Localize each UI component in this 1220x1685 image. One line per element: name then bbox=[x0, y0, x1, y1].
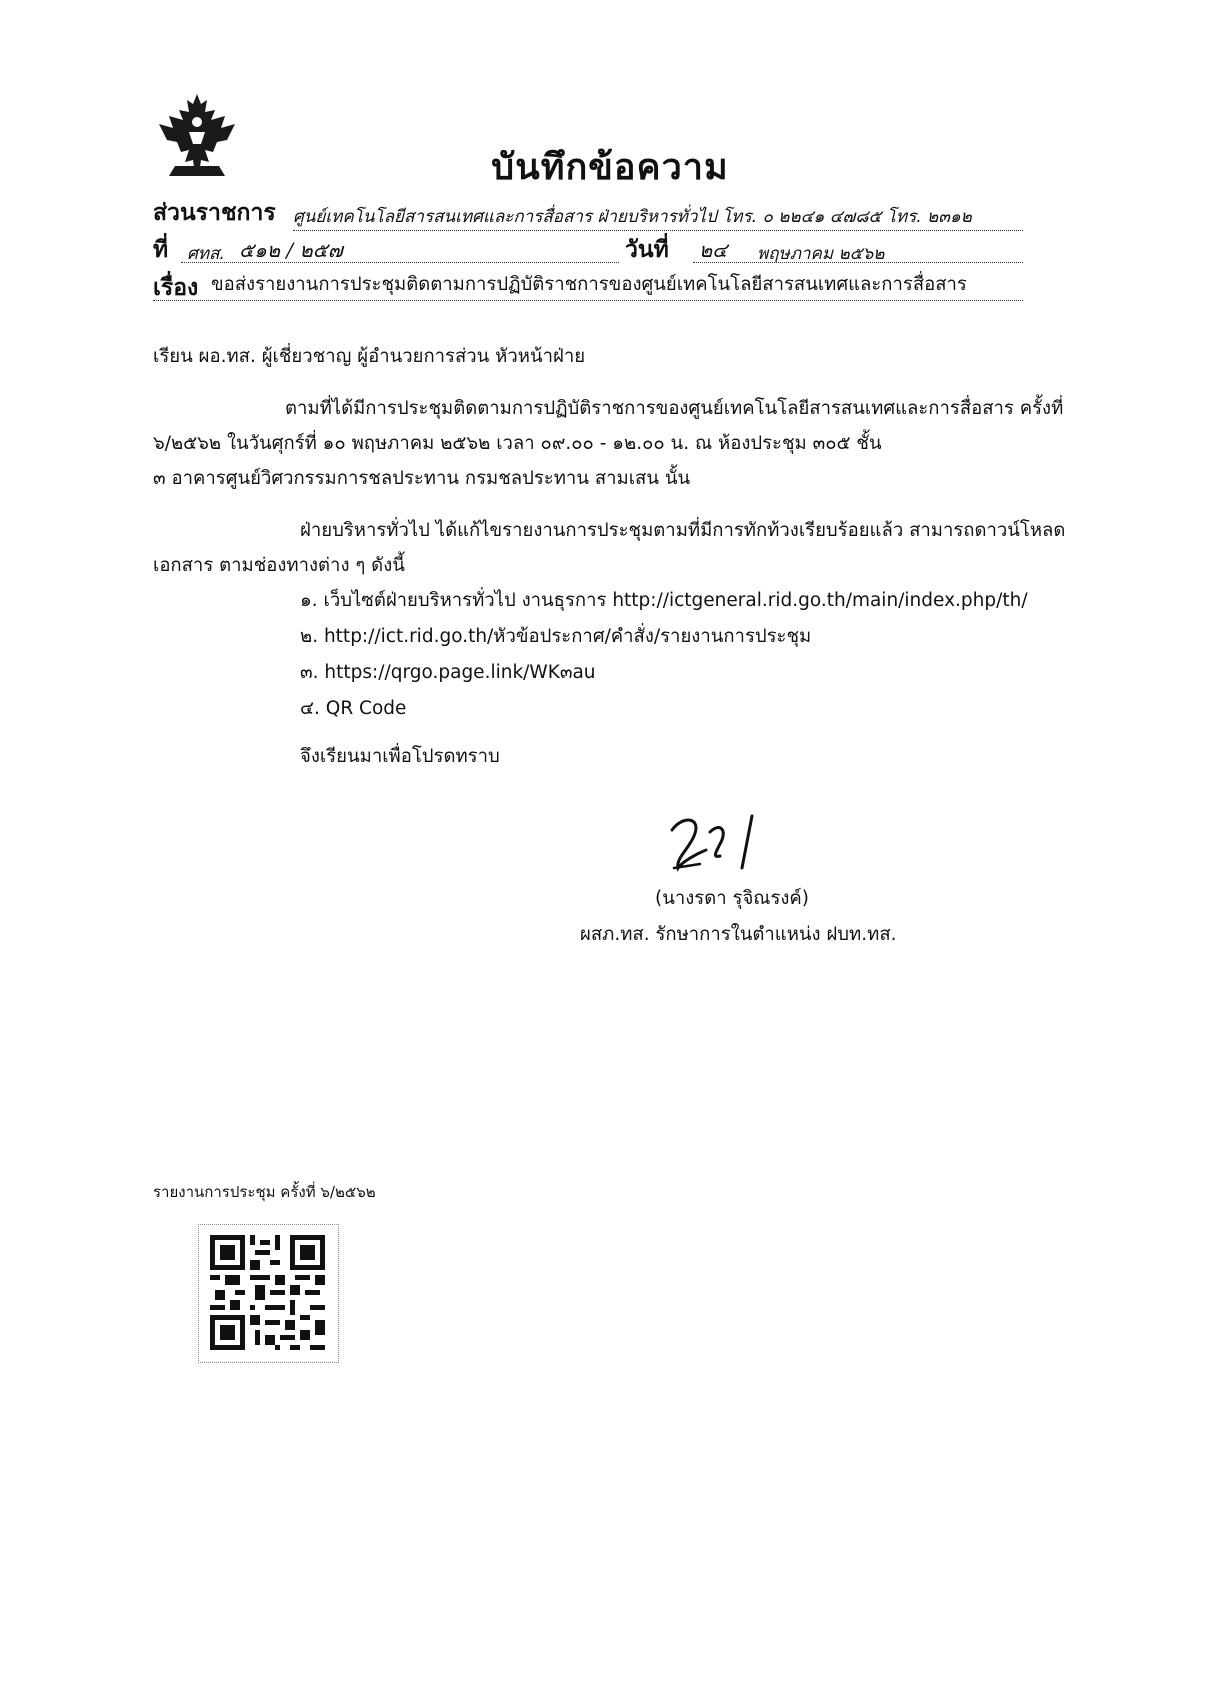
agency-label: ส่วนราชการ bbox=[153, 200, 276, 226]
paragraph1-line2: ๖/๒๕๖๒ ในวันศุกร์ที่ ๑๐ พฤษภาคม ๒๕๖๒ เวลา ๐๙.๐๐ - ๑๒.๐๐ น. ณ ห้องประชุม ๓๐๕ ชั้น bbox=[153, 433, 882, 454]
signer-name: (นางรดา รุจิณรงค์) bbox=[655, 888, 810, 909]
channel-item-ict-site: ๒. http://ict.rid.go.th/หัวข้อประกาศ/คำสั่ง/รายงานการประชุม bbox=[300, 626, 812, 647]
qr-code-frame bbox=[198, 1224, 339, 1363]
paragraph2-line2: เอกสาร ตามช่องทางต่าง ๆ ดังนี้ bbox=[153, 555, 405, 576]
reference-row bbox=[153, 232, 1023, 266]
channel-item-short-link: ๓. https://qrgo.page.link/WK๓au bbox=[300, 662, 596, 683]
paragraph2-line1: ฝ่ายบริหารทั่วไป ได้แก้ไขรายงานการประชุมตามที่มีการทักท้วงเรียบร้อยแล้ว สามารถดาวน์โหลด bbox=[300, 520, 1066, 541]
subject-value: ขอส่งรายงานการประชุมติดตามการปฏิบัติราชการของศูนย์เทคโนโลยีสารสนเทศและการสื่อสาร bbox=[211, 274, 967, 295]
subject-row bbox=[153, 270, 1023, 306]
paragraph1-line1: ตามที่ได้มีการประชุมติดตามการปฏิบัติราชการของศูนย์เทคโนโลยีสารสนเทศและการสื่อสาร ครั้งที่ bbox=[285, 398, 1064, 419]
ref-prefix: ศทส. bbox=[187, 244, 225, 264]
ref-field bbox=[181, 236, 619, 263]
subject-label: เรื่อง bbox=[153, 275, 199, 301]
agency-value: ศูนย์เทคโนโลยีสารสนเทศและการสื่อสาร ฝ่ายบริหารทั่วไป โทร. ๐ ๒๒๔๑ ๔๗๘๕ โทร. ๒๓๑๒ bbox=[293, 203, 1023, 231]
date-label: วันที่ bbox=[625, 237, 669, 263]
date-rest: พฤษภาคม ๒๕๖๒ bbox=[757, 244, 885, 264]
date-field bbox=[693, 236, 1023, 263]
agency-row bbox=[153, 195, 1023, 229]
closing-line: จึงเรียนมาเพื่อโปรดทราบ bbox=[300, 746, 500, 767]
ref-label: ที่ bbox=[153, 237, 169, 263]
footer-note: รายงานการประชุม ครั้งที่ ๖/๒๕๖๒ bbox=[153, 1183, 376, 1201]
salutation: เรียน ผอ.ทส. ผู้เชี่ยวชาญ ผู้อำนวยการส่วน หัวหน้าฝ่าย bbox=[153, 346, 586, 367]
paragraph1-line3: ๓ อาคารศูนย์วิศวกรรมการชลประทาน กรมชลประทาน สามเสน นั้น bbox=[153, 468, 691, 489]
channel-item-qr: ๔. QR Code bbox=[300, 698, 407, 719]
signature-scribble bbox=[660, 810, 770, 880]
channel-item-website: ๑. เว็บไซต์ฝ่ายบริหารทั่วไป งานธุรการ http://ictgeneral.rid.go.th/main/index.php/th/ bbox=[300, 590, 1028, 611]
memo-title: บันทึกข้อความ bbox=[491, 147, 729, 188]
date-day-handwritten: ๒๔ bbox=[699, 238, 728, 262]
ref-number-handwritten: ๕๑๒ / ๒๕๗ bbox=[239, 238, 343, 262]
signer-position: ผสภ.ทส. รักษาการในตำแหน่ง ฝบท.ทส. bbox=[580, 924, 897, 945]
